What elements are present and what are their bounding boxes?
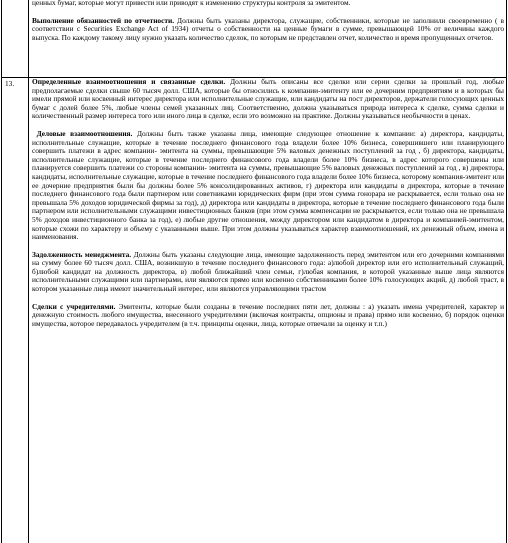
table-row-continuation xyxy=(2,0,506,77)
management-debt-text: Должны быть указаны следующие лица, имеющие задолженность перед эмитентом или его дочерними компаниями на сумму более 60 тысяч долл. США, возникшую в течение последнего финансового года: а)любой директор или его исполнительный служащий, б)любой кандидат на должность директора, в) любой ближайший член семьи, г)любая компания, в которой указанные выше лица являются исполнительными служащими или партнерами, или являются прямо или косвенно собственниками более 10% голосующих акций, д) любой траст, в котором указанные лица имеют значительный интерес, или являются управляющими трастом xyxy=(32,249,505,294)
document-page xyxy=(1,0,507,543)
row-number-cell xyxy=(2,0,29,77)
related-transactions-heading: Определенные взаимоотношения и связанные сделки. xyxy=(32,78,226,86)
business-relations-paragraph xyxy=(32,130,504,242)
reporting-paragraph xyxy=(32,17,504,43)
table-row-13 xyxy=(2,77,506,543)
content-cell xyxy=(29,0,506,77)
business-relations-text: Должны быть также указаны лица, имеющие следующее отношение к компании: а) директора, кандидаты, исполнительные служащие, которые в течение последнего финансового года владели более 10% бизнеса, совершившего или планирующего совершить платежи в адрес компании- эмитента на суммы, превышающие 5% валовых денежных поступлений за год , б) директора, кандидаты, исполнительные служащие, которые в течение последнего финансового года владели более 10% бизнеса, в адрес которого совершены или планируется совершить платежи со стороны компании- эмитента на суммы, превышающие 5% валовых денежных поступлений за год , в) директора, кандидаты, исполнительные служащие, которые в течение последнего финансового года владели более 10% бизнеса, которому компания-эмитент или ее дочерние предприятия были бы должны более 5% консолидированных активов, г) директора или кандидаты в директора, которые в течение последнего финансового года были партнером или советниками юридических фирм (при этом сумма гонорара не раскрывается, если только она не превышала 5% доходов юридической фирмы за год), д) директора или кандидаты в директора, которые в течение последнего финансового года были партнером или исполнительными служащими инвестиционных банков (при этом сумма компенсации не раскрывается, если только она не превышала 5% доходов инвестиционного банка за год), е) любые другие отношения, между директором или кандидатом в директора и компанией-эмитентом, которые схожи по характеру и объему с указанными выше. При этом должны указываться характер взаимоотношений, их денежный объем, имена и наименования. xyxy=(32,128,504,242)
row-number-cell: 13. xyxy=(2,78,29,543)
related-transactions-paragraph xyxy=(32,78,504,121)
reporting-heading: Выполнение обязанностей по отчетности. xyxy=(32,15,175,25)
reporting-text: Должны быть указаны директора, служащие, собственники, которые не заполнили своевременно ( в соответствии с Securities Exchange Act of 1934) отчеты о собственности на ценные бумаги в сумме, превышающей 10% от величины каждого выпуска. По каждому такому лицу нужно указать количество сделок, по которым не представлен отчет, количество и время пропущенных отчетов. xyxy=(32,15,504,42)
founder-transactions-heading: Сделки с учредителями. xyxy=(32,301,116,311)
management-debt-paragraph xyxy=(32,251,504,294)
management-debt-heading: Задолженность менеджмента. xyxy=(32,249,132,259)
founder-transactions-paragraph xyxy=(32,303,504,329)
founder-transactions-text: Эмитенты, которые были созданы в течение последних пяти лет, должны : а) указать имена учредителей, характер и денежную стоимость любого имущества, внесенного учредителями (включая контракты, опционы и права) прямо или косвенно, б) порядок оценки имущества, которое передавалось учредителем (в т.ч. принципы оценки, лица, которые отвечали за оценку и т.п.) xyxy=(32,301,505,328)
content-cell xyxy=(29,78,506,543)
related-transactions-text: Должны быть описаны все сделки или серии сделки за прошлый год, любые предполагаемые сделки свыше 60 тысяч долл. США, которые бы относились к компании-эмитенту или ее дочерним предприятиям и в которых бы имели прямой или косвенный интерес директора или исполнительные служащие, или кандидаты на пост директоров, держатели голосующих ценных бумаг с долей более 5%, любые члены семей указанных лиц. Соответственно, должна указываться природа интереса к сделке, сумма сделки и количественный размер интереса того или иного лица в сделке, если это возможно на практике. Должны указываться необычности в ценах. xyxy=(32,78,504,121)
continuation-paragraph: ценных бумаг, которые могут привести или приводят к изменению структуры контроля за эмитентом. xyxy=(32,0,351,7)
business-relations-heading: Деловые взаимоотношения. xyxy=(36,128,133,138)
